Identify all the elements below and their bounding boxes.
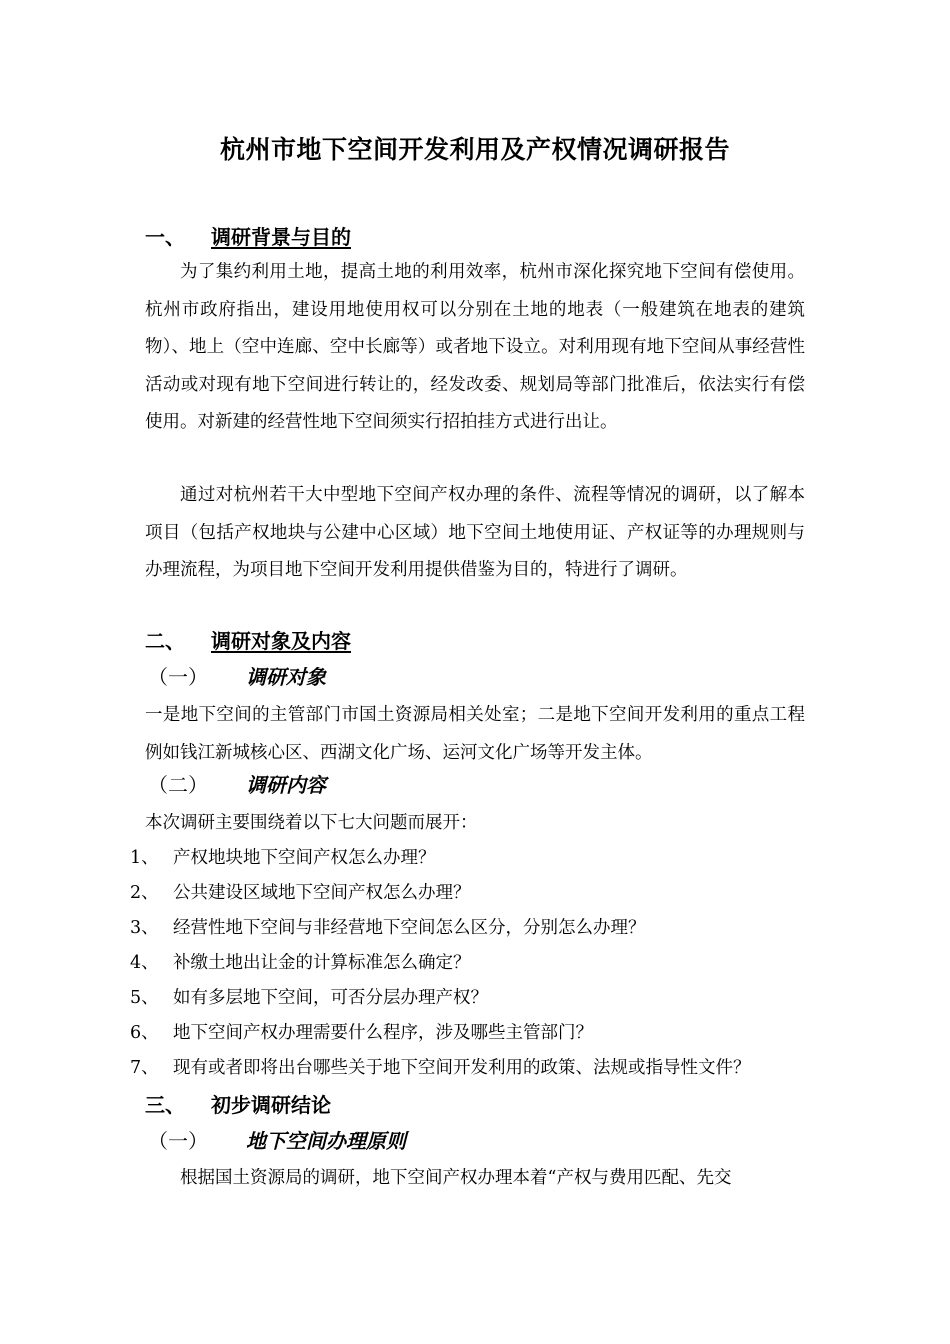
- list-intro: 本次调研主要围绕着以下七大问题而展开：: [145, 813, 478, 833]
- document-title: 杭州市地下空间开发利用及产权情况调研报告: [219, 135, 730, 164]
- subsection-heading: [148, 771, 326, 799]
- list-item-text: 经营性地下空间与非经营地下空间怎么区分，分别怎么办理？: [173, 918, 646, 938]
- list-item: [130, 950, 471, 976]
- section-number: 三、: [145, 1093, 185, 1117]
- section-heading-2: [145, 627, 351, 655]
- list-item: [130, 1020, 593, 1046]
- section-title: 初步调研结论: [211, 1093, 331, 1117]
- list-item-number: 7、: [130, 1058, 159, 1078]
- list-item: [130, 845, 436, 871]
- section-heading-1: [145, 223, 351, 251]
- list-item-number: 1、: [130, 848, 159, 868]
- list-item-number: 5、: [130, 988, 159, 1008]
- section-title: 调研对象及内容: [211, 629, 351, 653]
- section-heading-3: [145, 1091, 331, 1119]
- section-title: 调研背景与目的: [211, 225, 351, 249]
- paragraph: 根据国土资源局的调研，地下空间产权办理本着“产权与费用匹配、先交: [180, 1168, 732, 1188]
- subsection-number: （一）: [148, 1129, 208, 1153]
- list-item-text: 补缴土地出让金的计算标准怎么确定？: [173, 953, 471, 973]
- list-item-text: 现有或者即将出台哪些关于地下空间开发利用的政策、法规或指导性文件？: [173, 1058, 751, 1078]
- subsection-title: 调研内容: [246, 773, 326, 797]
- list-item-number: 6、: [130, 1023, 159, 1043]
- list-item: [130, 1055, 751, 1081]
- list-item-text: 地下空间产权办理需要什么程序，涉及哪些主管部门？: [173, 1023, 593, 1043]
- paragraph: 为了集约利用土地，提高土地的利用效率，杭州市深化探究地下空间有偿使用。杭州市政府指出，建设用地使用权可以分别在土地的地表（一般建筑在地表的建筑物）、地上（空中连廊、空中长廊等）或者地下设立。对利用现有地下空间从事经营性活动或对现有地下空间进行转让的，经发改委、规划局等部门批准后，依法实行有偿使用。对新建的经营性地下空间须实行招拍挂方式进行出让。: [145, 262, 805, 432]
- subsection-heading: [148, 1127, 406, 1155]
- subsection-title: 地下空间办理原则: [246, 1129, 406, 1153]
- subsection-number: （二）: [148, 773, 208, 797]
- subsection-heading: [148, 663, 326, 691]
- list-item: [130, 985, 488, 1011]
- list-item-number: 3、: [130, 918, 159, 938]
- list-item: [130, 915, 646, 941]
- subsection-title: 调研对象: [246, 665, 326, 689]
- list-item-number: 2、: [130, 883, 159, 903]
- subsection-number: （一）: [148, 665, 208, 689]
- paragraph: 通过对杭州若干大中型地下空间产权办理的条件、流程等情况的调研，以了解本项目（包括产权地块与公建中心区域）地下空间土地使用证、产权证等的办理规则与办理流程，为项目地下空间开发利用提供借鉴为目的，特进行了调研。: [145, 485, 805, 580]
- list-item-text: 公共建设区域地下空间产权怎么办理？: [173, 883, 471, 903]
- section-number: 一、: [145, 225, 185, 249]
- list-item-text: 如有多层地下空间，可否分层办理产权？: [173, 988, 488, 1008]
- list-item-number: 4、: [130, 953, 159, 973]
- list-item-text: 产权地块地下空间产权怎么办理？: [173, 848, 436, 868]
- list-item: [130, 880, 471, 906]
- section-number: 二、: [145, 629, 185, 653]
- paragraph: 一是地下空间的主管部门市国土资源局相关处室；二是地下空间开发利用的重点工程例如钱江新城核心区、西湖文化广场、运河文化广场等开发主体。: [145, 705, 805, 763]
